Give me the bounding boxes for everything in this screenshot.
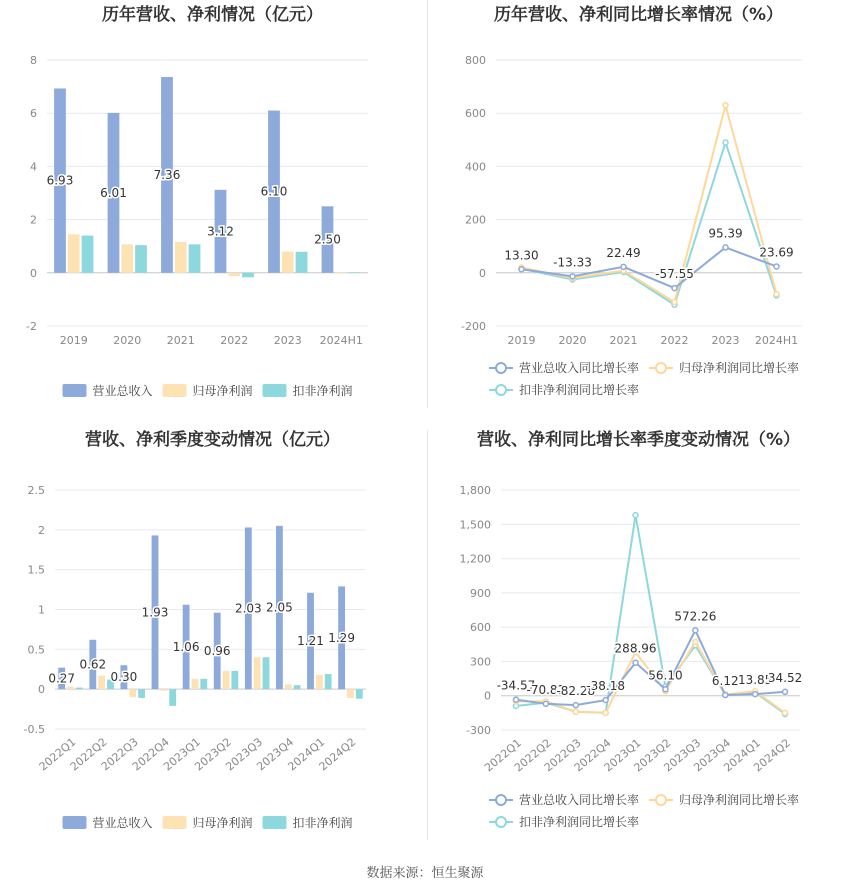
bar [254, 657, 261, 689]
x-tick-label: 2024Q2 [751, 736, 793, 775]
data-point [672, 286, 677, 291]
x-tick-label: 2022Q4 [129, 735, 172, 774]
data-label: 0.30 [110, 670, 138, 685]
data-label: 6.10 [260, 184, 288, 199]
x-tick-label: 2024H1 [754, 334, 799, 347]
data-point [774, 292, 779, 297]
y-tick-label: 600 [470, 621, 491, 635]
legend-label: 营业总收入同比增长率 [519, 793, 640, 807]
data-label: 13.85 [737, 673, 773, 688]
y-tick-label: 400 [465, 160, 486, 174]
legend-label: 扣非净利润 [292, 384, 353, 398]
x-tick-label: 2023Q2 [192, 735, 234, 774]
bar [294, 685, 301, 689]
y-tick-label: 1,500 [459, 518, 491, 532]
x-tick-label: 2021 [609, 334, 638, 347]
data-point [774, 264, 779, 269]
legend-label: 营业总收入 [92, 816, 153, 830]
x-tick-label: 2023Q1 [161, 735, 203, 774]
data-label: 1.21 [297, 633, 324, 648]
bar [228, 273, 240, 276]
data-label: 3.12 [207, 224, 234, 239]
data-label: 2.03 [234, 601, 262, 616]
legend-marker [656, 795, 666, 805]
legend-marker [496, 363, 506, 373]
x-tick-label: 2023Q4 [254, 735, 297, 774]
data-point [723, 245, 728, 250]
data-point [573, 709, 578, 714]
y-tick-label: -200 [461, 320, 486, 333]
legend-marker [496, 795, 506, 805]
x-tick-label: 2023Q2 [631, 736, 674, 775]
x-tick-label: 2024H1 [319, 334, 363, 347]
legend-swatch [263, 384, 287, 397]
annual-growth-chart [427, 0, 850, 410]
bar [263, 657, 270, 689]
annual-amount-chart [0, 0, 425, 410]
data-label: 572.26 [674, 609, 717, 624]
data-label: -57.55 [655, 267, 694, 282]
bar [121, 244, 133, 272]
data-label: 1.06 [172, 639, 200, 654]
legend-swatch [163, 816, 187, 829]
bar [347, 689, 354, 698]
data-label: 6.01 [100, 185, 127, 200]
data-label: 0.62 [79, 657, 107, 672]
bar [175, 242, 187, 273]
x-tick-label: 2022Q1 [36, 735, 79, 774]
y-tick-label: 2.5 [27, 484, 45, 497]
legend-label: 扣非净利润同比增长率 [519, 815, 640, 829]
y-tick-label: 1,200 [459, 552, 491, 566]
bar [242, 273, 254, 278]
data-label: -38.18 [586, 679, 625, 694]
legend-swatch [63, 384, 87, 397]
y-tick-label: 200 [465, 213, 486, 227]
y-tick-label: 0.5 [27, 643, 45, 657]
data-point [783, 710, 788, 715]
bar [98, 676, 105, 690]
data-point [603, 710, 608, 715]
legend-marker [496, 385, 506, 395]
bar [160, 689, 167, 691]
y-tick-label: -0.5 [23, 723, 45, 736]
data-label: 13.30 [504, 248, 539, 263]
x-tick-label: 2022 [660, 334, 689, 347]
x-tick-label: 2022 [220, 334, 249, 347]
x-tick-label: 2019 [59, 334, 88, 347]
x-tick-label: 2022Q2 [511, 736, 554, 775]
x-tick-label: 2024Q1 [285, 735, 328, 774]
x-tick-label: 2022Q3 [98, 735, 141, 774]
y-tick-label: -300 [466, 724, 491, 737]
x-tick-label: 2020 [113, 334, 142, 347]
data-label: 2.05 [266, 600, 293, 615]
x-tick-label: 2022Q1 [482, 736, 524, 775]
y-tick-label: 0 [30, 266, 37, 280]
data-label: 0.27 [48, 671, 76, 686]
chart-title: 营收、净利同比增长率季度变动情况（%） [476, 430, 801, 450]
bar [356, 689, 363, 699]
bar [325, 674, 332, 689]
data-point [570, 274, 575, 279]
y-tick-label: 1 [38, 603, 45, 617]
legend-marker [496, 817, 506, 827]
x-tick-label: 2023Q1 [601, 736, 644, 775]
data-point [723, 103, 728, 108]
y-tick-label: 1.5 [27, 563, 45, 577]
legend-swatch [263, 816, 287, 829]
data-point [621, 264, 626, 269]
bar [349, 272, 361, 273]
data-point [633, 513, 638, 518]
x-tick-label: 2019 [507, 334, 536, 347]
data-point [723, 693, 728, 698]
data-point [663, 687, 668, 692]
bar [129, 689, 136, 697]
data-point [693, 640, 698, 645]
data-label: 7.36 [153, 167, 181, 182]
x-tick-label: 2023 [273, 334, 302, 347]
bar [285, 684, 292, 689]
data-label: 6.93 [46, 173, 74, 188]
bar [200, 679, 207, 689]
x-tick-label: 2020 [558, 334, 587, 347]
x-tick-label: 2023Q4 [691, 736, 734, 775]
data-point [672, 300, 677, 305]
data-label: 288.96 [614, 641, 657, 656]
bar [67, 687, 74, 689]
x-tick-label: 2022Q4 [571, 736, 614, 775]
quarterly-amount-chart [0, 425, 425, 850]
data-point [573, 703, 578, 708]
y-tick-label: 800 [465, 54, 486, 67]
data-label: -82.28 [556, 684, 596, 699]
data-label: 34.52 [767, 670, 803, 685]
data-label: 23.69 [759, 245, 794, 260]
data-source-footer: 数据来源：恒生聚源 [366, 866, 484, 881]
x-tick-label: 2021 [166, 334, 195, 347]
data-point [603, 698, 608, 703]
x-tick-label: 2023Q3 [661, 736, 704, 775]
y-tick-label: 8 [30, 54, 37, 67]
legend-label: 归母净利润 [192, 384, 253, 398]
data-label: 95.39 [708, 226, 743, 241]
bar [189, 244, 201, 272]
chart-title: 历年营收、净利同比增长率情况（%） [493, 5, 784, 25]
bar [192, 679, 199, 689]
x-tick-label: 2023 [711, 334, 740, 347]
bar [138, 689, 145, 698]
bar [231, 671, 238, 689]
data-label: -13.33 [553, 255, 592, 270]
legend-label: 扣非净利润同比增长率 [519, 383, 640, 397]
y-tick-label: 2 [30, 213, 37, 227]
data-label: 6.12 [711, 674, 739, 689]
legend-label: 归母净利润 [192, 816, 253, 830]
x-tick-label: 2022Q2 [67, 735, 110, 774]
legend-label: 归母净利润同比增长率 [679, 793, 800, 807]
bar [169, 689, 176, 706]
y-tick-label: 2 [38, 523, 45, 537]
y-tick-label: 4 [30, 160, 37, 174]
data-label: -70.81 [526, 682, 566, 697]
legend-swatch [63, 816, 87, 829]
bar [282, 252, 294, 273]
data-label: 2.50 [314, 232, 341, 247]
bar [223, 671, 230, 689]
y-tick-label: 600 [465, 107, 486, 121]
bar [296, 252, 308, 273]
legend-marker [656, 363, 666, 373]
y-tick-label: 300 [470, 655, 491, 669]
data-label: 1.29 [328, 630, 355, 645]
y-tick-label: 0 [38, 683, 45, 697]
data-point [753, 692, 758, 697]
bar [68, 234, 80, 273]
data-point [519, 267, 524, 272]
bar [82, 236, 94, 273]
quarterly-growth-chart [427, 425, 850, 850]
legend-label: 扣非净利润 [292, 816, 353, 830]
data-label: 56.10 [648, 668, 683, 683]
data-point [633, 660, 638, 665]
legend-label: 归母净利润同比增长率 [679, 361, 800, 375]
chart-title: 历年营收、净利情况（亿元） [102, 5, 323, 25]
x-tick-label: 2024Q2 [316, 735, 359, 774]
data-point [513, 697, 518, 702]
bar [316, 675, 323, 689]
y-tick-label: 6 [30, 107, 37, 121]
data-label: -34.57 [496, 678, 536, 693]
bar [135, 245, 147, 273]
data-point [693, 628, 698, 633]
data-point [723, 140, 728, 145]
y-tick-label: 0 [479, 266, 486, 280]
y-tick-label: 1,800 [459, 484, 491, 497]
y-tick-label: -2 [26, 320, 37, 333]
bar [335, 272, 347, 273]
x-tick-label: 2024Q1 [721, 736, 764, 775]
data-label: 0.96 [203, 643, 231, 658]
data-label: 1.93 [141, 605, 169, 620]
y-tick-label: 900 [470, 586, 491, 600]
legend-swatch [163, 384, 187, 397]
legend-label: 营业总收入同比增长率 [519, 361, 640, 375]
data-point [783, 689, 788, 694]
data-point [543, 701, 548, 706]
chart-title: 营收、净利季度变动情况（亿元） [85, 430, 340, 450]
x-tick-label: 2023Q3 [223, 735, 266, 774]
x-tick-label: 2022Q3 [541, 736, 584, 775]
data-label: 22.49 [606, 245, 641, 260]
bar [76, 688, 83, 690]
legend-label: 营业总收入 [92, 384, 153, 398]
y-tick-label: 0 [484, 689, 491, 703]
